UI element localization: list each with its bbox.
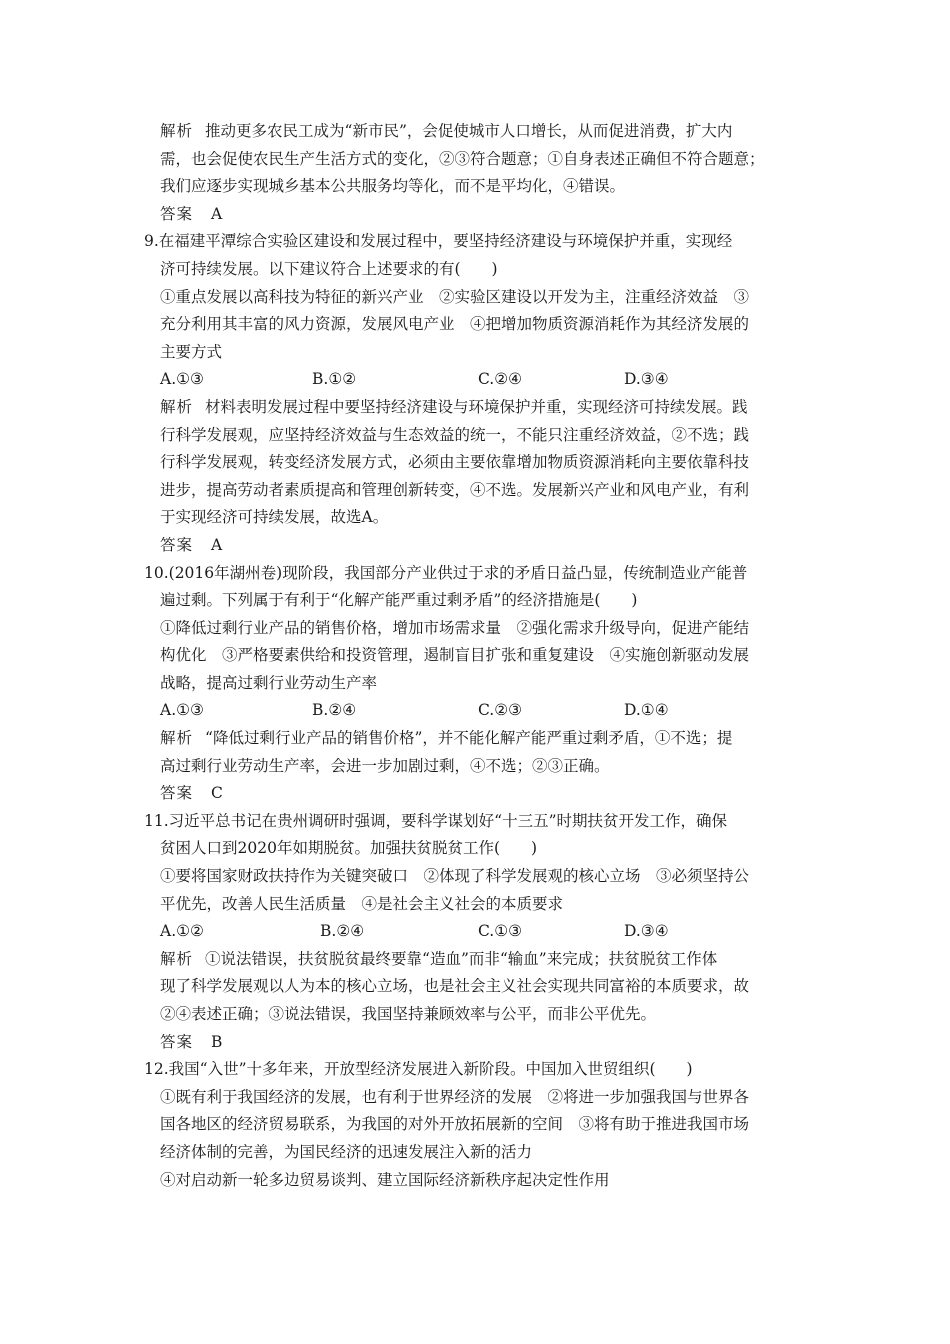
answer-value: A xyxy=(211,204,223,223)
analysis-line: “降低过剩行业产品的销售价格”，并不能化解产能严重过剩矛盾，①不选；提 xyxy=(205,729,733,748)
option-c: C.②④ xyxy=(478,370,523,389)
q12-statements xyxy=(160,1084,810,1194)
statement-line: 构优化 ③严格要素供给和投资管理，遏制盲目扩张和重复建设 ④实施创新驱动发展 xyxy=(160,646,750,665)
answer-label: 答案 xyxy=(160,1032,194,1051)
answer-value: B xyxy=(211,1032,223,1051)
statement-line: 充分利用其丰富的风力资源，发展风电产业 ④把增加物质资源消耗作为其经济发展的 xyxy=(160,315,750,334)
option-d: D.①④ xyxy=(624,701,669,720)
analysis-line: 材料表明发展过程中要坚持经济建设与环境保护并重，实现经济可持续发展。践 xyxy=(205,397,748,416)
answer-label: 答案 xyxy=(160,784,194,803)
q9-stem xyxy=(144,228,810,283)
q10-analysis xyxy=(160,725,810,780)
statement-line: ④对启动新一轮多边贸易谈判、建立国际经济新秩序起决定性作用 xyxy=(160,1170,610,1189)
analysis-line: 高过剩行业劳动生产率，会进一步加剧过剩，④不选；②③正确。 xyxy=(160,756,610,775)
analysis-line: 于实现经济可持续发展，故选A。 xyxy=(160,508,389,527)
analysis-line: 进步，提高劳动者素质提高和管理创新转变，④不选。发展新兴产业和风电产业，有利 xyxy=(160,480,750,499)
q10-answer xyxy=(160,780,810,808)
statement-line: 平优先，改善人民生活质量 ④是社会主义社会的本质要求 xyxy=(160,894,564,913)
answer-label: 答案 xyxy=(160,204,194,223)
option-c: C.②③ xyxy=(478,701,523,720)
question-content xyxy=(144,118,810,1194)
statement-line: 战略，提高过剩行业劳动生产率 xyxy=(160,673,378,692)
option-b: B.①② xyxy=(312,370,357,389)
option-d: D.③④ xyxy=(624,922,669,941)
q11-answer xyxy=(160,1029,810,1057)
q9-statements xyxy=(160,284,810,367)
stem-line: 12.我国“入世”十多年来，开放型经济发展进入新阶段。中国加入世贸组织( ) xyxy=(144,1060,693,1079)
option-c: C.①③ xyxy=(478,922,523,941)
answer-value: A xyxy=(211,535,223,554)
answer-value: C xyxy=(211,784,223,803)
option-a: A.①② xyxy=(160,922,204,941)
option-b: B.②④ xyxy=(320,922,365,941)
analysis-label: 解析 xyxy=(160,397,194,416)
statement-line: ①既有利于我国经济的发展，也有利于世界经济的发展 ②将进一步加强我国与世界各 xyxy=(160,1087,750,1106)
option-b: B.②④ xyxy=(312,701,357,720)
stem-line: 9.在福建平潭综合实验区建设和发展过程中，要坚持经济建设与环境保护并重，实现经 xyxy=(144,232,733,251)
statement-line: ①要将国家财政扶持作为关键突破口 ②体现了科学发展观的核心立场 ③必须坚持公 xyxy=(160,867,750,886)
stem-line: 遍过剩。下列属于有利于“化解产能严重过剩矛盾”的经济措施是( ) xyxy=(160,591,638,610)
analysis-line: 推动更多农民工成为“新市民”，会促使城市人口增长，从而促进消费，扩大内 xyxy=(205,122,733,140)
stem-line: 10.(2016年湖州卷)现阶段，我国部分产业供过于求的矛盾日益凸显，传统制造业产能普 xyxy=(144,563,748,582)
q10-statements xyxy=(160,615,810,698)
statement-line: ①降低过剩行业产品的销售价格，增加市场需求量 ②强化需求升级导向，促进产能结 xyxy=(160,618,750,637)
q11-options xyxy=(160,918,810,946)
analysis-label: 解析 xyxy=(160,122,194,140)
analysis-line: 我们应逐步实现城乡基本公共服务均等化，而不是平均化，④错误。 xyxy=(160,177,626,196)
q8-answer xyxy=(160,201,810,229)
analysis-line: 行科学发展观，转变经济发展方式，必须由主要依靠增加物质资源消耗向主要依靠科技 xyxy=(160,453,750,472)
option-d: D.③④ xyxy=(624,370,669,389)
q11-statements xyxy=(160,863,810,918)
q10-options xyxy=(160,697,810,725)
analysis-line: 需，也会促使农民生产生活方式的变化，②③符合题意；①自身表述正确但不符合题意； xyxy=(160,149,765,168)
analysis-line: 现了科学发展观以人为本的核心立场，也是社会主义社会实现共同富裕的本质要求，故 xyxy=(160,977,750,996)
stem-line: 贫困人口到2020年如期脱贫。加强扶贫脱贫工作( ) xyxy=(160,839,538,858)
statement-line: 主要方式 xyxy=(160,342,223,361)
q11-analysis xyxy=(160,946,810,1029)
q10-stem xyxy=(144,560,810,615)
q8-analysis xyxy=(160,118,810,201)
analysis-line: 行科学发展观，应坚持经济效益与生态效益的统一，不能只注重经济效益，②不选；践 xyxy=(160,425,750,444)
statement-line: 经济体制的完善，为国民经济的迅速发展注入新的活力 xyxy=(160,1142,533,1161)
statement-line: ①重点发展以高科技为特征的新兴产业 ②实验区建设以开发为主，注重经济效益 ③ xyxy=(160,287,750,306)
stem-line: 11.习近平总书记在贵州调研时强调，要科学谋划好“十三五”时期扶贫开发工作，确保 xyxy=(144,811,728,830)
option-a: A.①③ xyxy=(160,370,204,389)
q12-stem xyxy=(144,1056,810,1084)
answer-label: 答案 xyxy=(160,535,194,554)
analysis-label: 解析 xyxy=(160,729,194,748)
analysis-line: ②④表述正确；③说法错误，我国坚持兼顾效率与公平，而非公平优先。 xyxy=(160,1005,657,1023)
q9-options xyxy=(160,366,810,394)
option-a: A.①③ xyxy=(160,701,204,720)
q11-stem xyxy=(144,808,810,863)
q9-analysis xyxy=(160,394,810,532)
statement-line: 国各地区的经济贸易联系，为我国的对外开放拓展新的空间 ③将有助于推进我国市场 xyxy=(160,1115,750,1134)
analysis-label: 解析 xyxy=(160,949,194,968)
analysis-line: ①说法错误，扶贫脱贫最终要靠“造血”而非“输血”来完成；扶贫脱贫工作体 xyxy=(205,949,718,968)
q9-answer xyxy=(160,532,810,560)
stem-line: 济可持续发展。以下建议符合上述要求的有( ) xyxy=(160,259,498,278)
